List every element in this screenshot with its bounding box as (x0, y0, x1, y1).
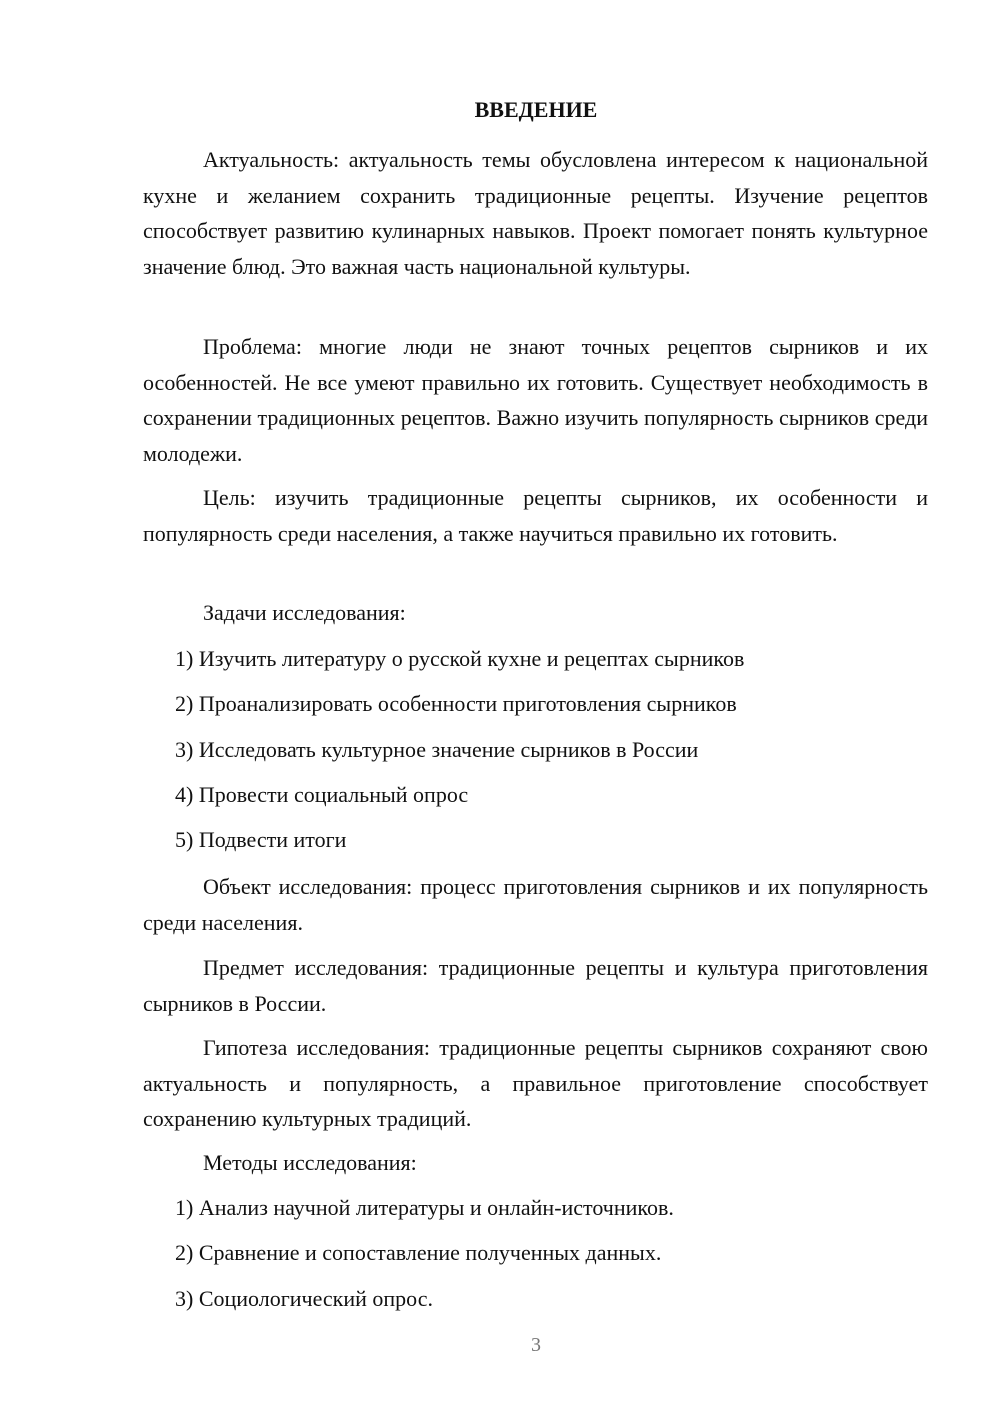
method-item-2: 2) Сравнение и сопоставление полученных данных. (175, 1240, 662, 1265)
paragraph-relevance: Актуальность: актуальность темы обусловлена интересом к национальной кухне и желанием сохранить традиционные рецепты. Изучение рецептов способствует развитию кулинарных навыков. Проект помогает понять культурное значение блюд. Это важная часть национальной культуры. (143, 147, 928, 279)
tasks-heading: Задачи исследования: (203, 600, 406, 625)
method-item-3: 3) Социологический опрос. (175, 1286, 433, 1311)
paragraph-goal: Цель: изучить традиционные рецепты сырников, их особенности и популярность среди населения, а также научиться правильно их готовить. (143, 485, 928, 546)
task-item-4: 4) Провести социальный опрос (175, 782, 469, 807)
task-item-5: 5) Подвести итоги (175, 827, 347, 852)
task-item-1: 1) Изучить литературу о русской кухне и рецептах сырников (175, 646, 745, 671)
paragraph-problem: Проблема: многие люди не знают точных рецептов сырников и их особенностей. Не все умеют правильно их готовить. Существует необходимость в сохранении традиционных рецептов. Важно изучить популярность сырников среди молодежи. (143, 334, 928, 466)
methods-heading: Методы исследования: (203, 1150, 417, 1175)
task-item-3: 3) Исследовать культурное значение сырников в России (175, 737, 699, 762)
page-number: 3 (531, 1334, 541, 1356)
paragraph-hypothesis: Гипотеза исследования: традиционные рецепты сырников сохраняют свою актуальность и популярность, а правильное приготовление способствует сохранению культурных традиций. (143, 1035, 928, 1131)
paragraph-object: Объект исследования: процесс приготовления сырников и их популярность среди населения. (143, 874, 928, 935)
method-item-1: 1) Анализ научной литературы и онлайн-источников. (175, 1195, 674, 1220)
paragraph-subject: Предмет исследования: традиционные рецепты и культура приготовления сырников в России. (143, 955, 928, 1016)
task-item-2: 2) Проанализировать особенности приготовления сырников (175, 691, 737, 716)
section-title: ВВЕДЕНИЕ (474, 97, 598, 122)
